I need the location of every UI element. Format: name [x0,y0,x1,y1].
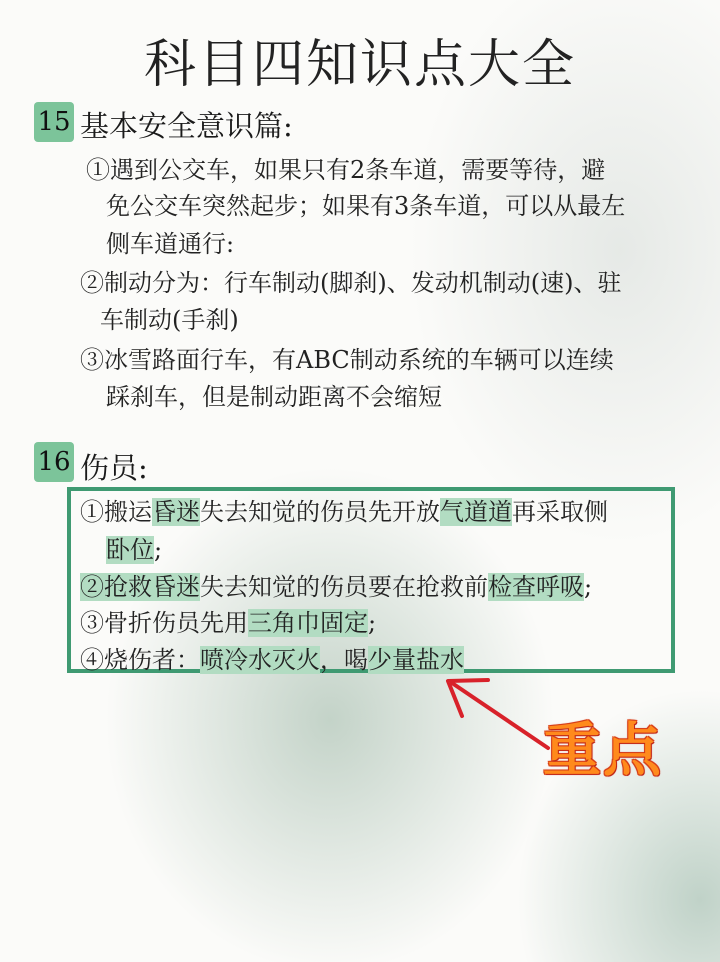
text-segment: ; [154,536,163,564]
text-line: ②制动分为：行车制动(脚刹)、发动机制动(速)、驻 [80,269,622,297]
text-line: ③冰雪路面行车，有ABC制动系统的车辆可以连续 [80,346,614,374]
text-segment: ③骨折伤员先用 [80,609,248,637]
section-number-badge: 15 [34,102,74,142]
text-line: 侧车道通行: [106,230,235,258]
highlight: ②抢救昏迷 [80,573,200,601]
text-segment: 再采取侧 [512,498,608,526]
text-segment: ①搬运 [80,498,152,526]
section-heading: 基本安全意识篇: [80,109,293,143]
text-segment: 失去知觉的伤员先开放 [200,498,440,526]
section-number-badge: 16 [34,442,74,482]
text-segment: 失去知觉的伤员要在抢救前 [200,573,488,601]
text-line: 车制动(手刹) [100,306,239,334]
highlight: 检查呼吸 [488,573,584,601]
key-point-label: 重点 [543,716,664,784]
highlight: 气道道 [440,498,512,526]
text-segment: ; [368,609,377,637]
text-line: 踩刹车，但是制动距离不会缩短 [106,383,442,411]
text-line: 免公交车突然起步；如果有3条车道，可以从最左 [106,192,626,220]
highlight: 昏迷 [152,498,200,526]
text-segment: ; [584,573,593,601]
section-heading: 伤员: [80,451,148,485]
highlight: 卧位 [106,536,154,564]
highlight: 喷冷水灭火 [200,646,320,674]
text-segment: ④烧伤者： [80,646,200,674]
page-title: 科目四知识点大全 [143,35,576,95]
highlight: 少量盐水 [368,646,464,674]
text-segment: ，喝 [320,646,368,674]
text-line: ①遇到公交车，如果只有2条车道，需要等待，避 [86,156,606,184]
highlight: 三角巾固定 [248,609,368,637]
